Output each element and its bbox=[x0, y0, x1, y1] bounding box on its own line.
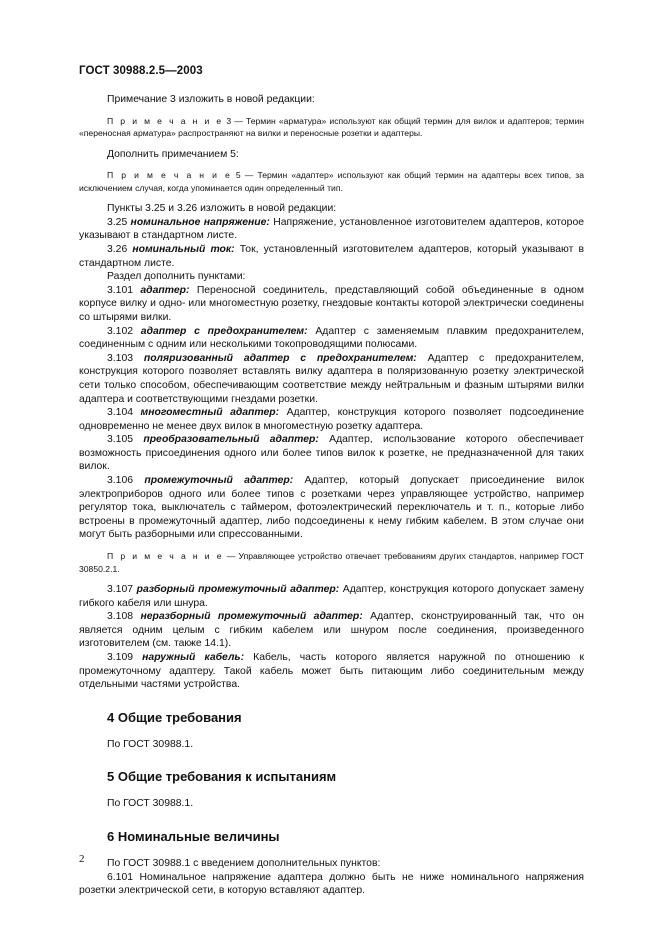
section-6-text: По ГОСТ 30988.1 с введением дополнительных пунктов: bbox=[107, 857, 381, 869]
clause-3-104: 3.104 многоместный адаптер: Адаптер, конструкция которого позволяет подсоединение одновременно не менее двух вилок в многоместную розетку адаптера. bbox=[79, 407, 584, 432]
section-6-heading: 6 Номинальные величины bbox=[107, 828, 280, 844]
clause-3-26: 3.26 номинальный ток: Ток, установленный изготовителем адаптеров, который указывают в стандартном листе. bbox=[79, 243, 584, 269]
note-3: П р и м е ч а н и е 3 — Термин «арматура» используют как общий термин для вилок и адаптеров; термин «переносная арматура» распространяют на вилки и переносные розетки и адаптеры. bbox=[79, 115, 585, 139]
clause-3-109: 3.109 наружный кабель: Кабель, часть которого является наружной по отношению к промежуточному адаптеру. Такой кабель может быть питающим либо соединительным между отдельными частями устройства. bbox=[79, 652, 585, 691]
clause-3-102: 3.102 адаптер с предохранителем: Адаптер с заменяемым плавким предохранителем, соединенным с одним или несколькими токопроводящими полюсами. bbox=[79, 325, 585, 351]
note: П р и м е ч а н и е — Управляющее устройство отвечает требованиям других стандартов, например ГОСТ 30850.2.1. bbox=[79, 551, 584, 574]
section-4-text: По ГОСТ 30988.1. bbox=[107, 738, 194, 750]
section-5-text: По ГОСТ 30988.1. bbox=[107, 798, 194, 810]
clause-3-101: 3.101 адаптер: Переносной соединитель, представляющий собой объединенные в одном корпусе вилку и одно- или многоместную розетку, гнездовые контакты которой электрически соединены со штырями вилки. bbox=[79, 284, 584, 323]
note-5: П р и м е ч а н и е 5 — Термин «адаптер» используют как общий термин на адаптеры всех типов, за исключением случая, когда упоминается один определенный тип. bbox=[79, 170, 584, 193]
document-header: ГОСТ 30988.2.5—2003 bbox=[79, 65, 203, 77]
page-number: 2 bbox=[79, 853, 85, 865]
clause-3-108: 3.108 неразборный промежуточный адаптер: Адаптер, сконструированный так, что он является одним целым с гибким кабелем или шнуром после соединения, произведенного изготовителем (см. также 14.1). bbox=[79, 611, 585, 650]
paragraph: Пункты 3.25 и 3.26 изложить в новой редакции: bbox=[107, 203, 337, 215]
paragraph: Раздел дополнить пунктами: bbox=[107, 271, 246, 283]
paragraph: Примечание 3 изложить в новой редакции: bbox=[107, 94, 315, 105]
clause-6-101: 6.101 Номинальное напряжение адаптера должно быть не ниже номинального напряжения розетки электрической сети, в которую вставляют адаптер. bbox=[79, 871, 584, 897]
clause-3-105: 3.105 преобразовательный адаптер: Адаптер, использование которого обеспечивает возможность присоединения одного или более типов вилок к розетке, не предназначенной для таких вилок. bbox=[79, 434, 584, 473]
document-body bbox=[79, 93, 584, 898]
clause-3-107: 3.107 разборный промежуточный адаптер: Адаптер, конструкция которого допускает замену гибкого кабеля или шнура. bbox=[79, 584, 585, 609]
section-5-heading: 5 Общие требования к испытаниям bbox=[107, 769, 337, 785]
clause-3-106: 3.106 промежуточный адаптер: Адаптер, который допускает присоединение вилок электроприборов одного или более типов с розетками через управляющее устройство, например регулятор тока, выключатель с таймером, фотоэлектрический переключатель и т. п., которые либо встроены в промежуточный адаптер, либо подсоединены к нему гибким кабелем. В этом случае они могут быть разборными или спрессованными. bbox=[79, 475, 584, 541]
clause-3-25: 3.25 номинальное напряжение: Напряжение, установленное изготовителем адаптеров, которое указывают в стандартном листе. bbox=[79, 216, 585, 242]
clause-3-103: 3.103 поляризованный адаптер с предохранителем: Адаптер с предохранителем, конструкция которого позволяет вставлять вилку адаптера в поляризованную розетку электрической сети только способом, обеспечивающим соответствие между нейтральным и фазным штырями вилки адаптера и соответствующими гнездами розетки. bbox=[79, 352, 584, 405]
section-4-heading: 4 Общие требования bbox=[107, 709, 242, 725]
paragraph: Дополнить примечанием 5: bbox=[107, 148, 239, 160]
